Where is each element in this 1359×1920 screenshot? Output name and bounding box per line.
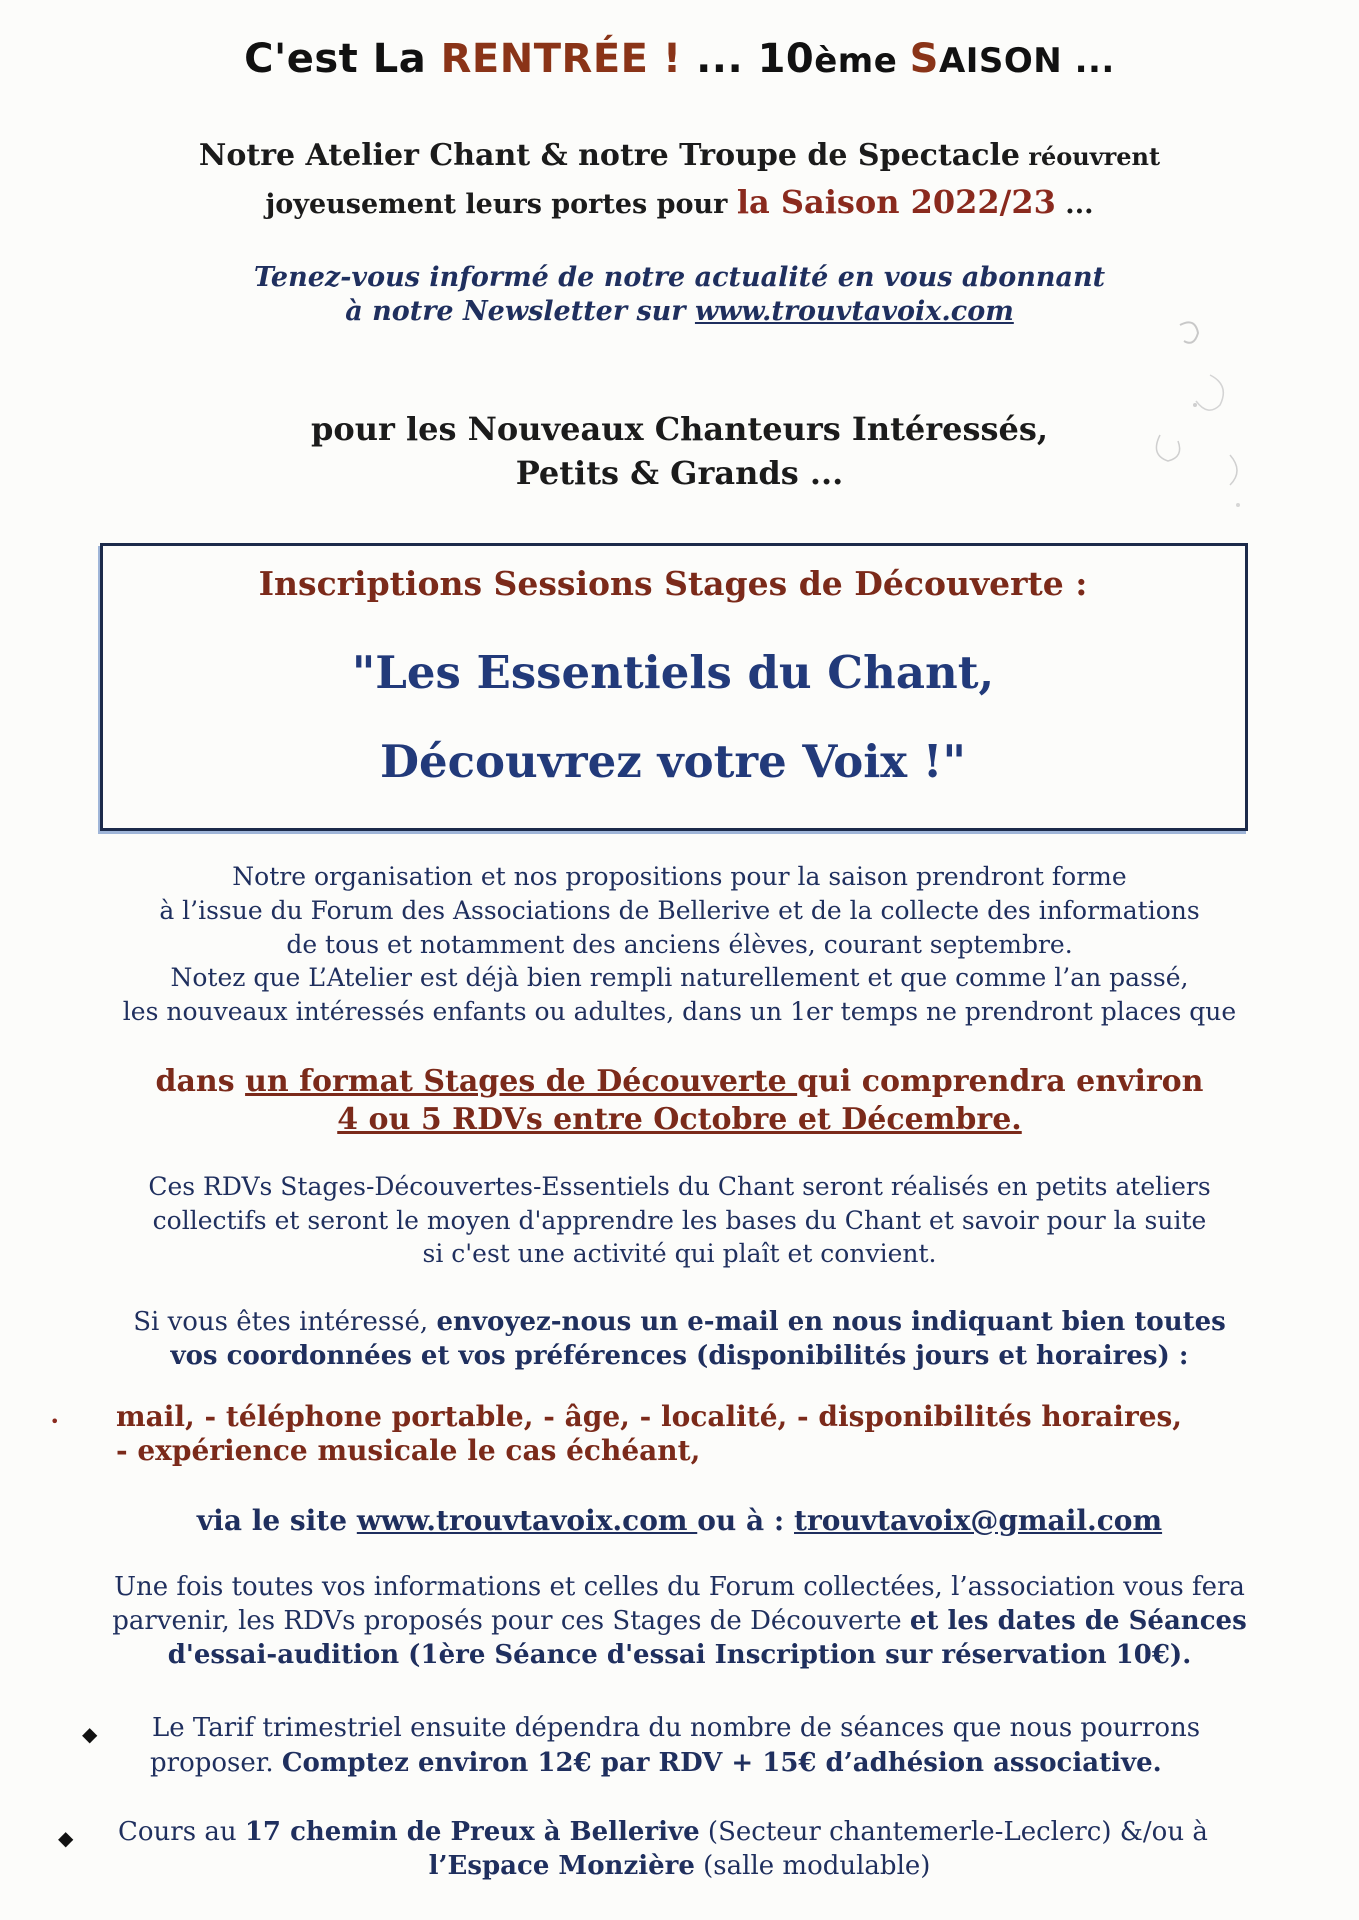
newcomers-line-1: pour les Nouveaux Chanteurs Intéressés,: [311, 410, 1048, 448]
une-fois-plain: parvenir, les RDVs proposés pour ces Stages de Découverte: [112, 1606, 910, 1636]
newcomers-line-2: Petits & Grands ...: [515, 454, 844, 492]
format-prefix: dans: [155, 1064, 246, 1099]
ces-rdvs-line: Ces RDVs Stages-Découvertes-Essentiels du Chant seront réalisés en petits ateliers: [148, 1172, 1211, 1201]
diamond-bullet-icon: ◆: [82, 1722, 98, 1746]
inscriptions-heading: Inscriptions Sessions Stages de Découverte :: [258, 564, 1088, 603]
title-saison-initial: S: [909, 36, 939, 82]
organisation-line: à l’issue du Forum des Associations de Bellerive et de la collecte des informations: [159, 896, 1200, 925]
title-dots: ... 10: [681, 36, 815, 82]
intro-line-1-small: réouvrent: [1019, 142, 1161, 171]
title-eme: ème: [814, 41, 910, 81]
location-venue-note: (salle modulable): [694, 1851, 931, 1881]
ces-rdvs-line: collectifs et seront le moyen d'apprendre les bases du Chant et savoir pour la suite: [152, 1206, 1207, 1235]
title-part1: C'est La: [244, 36, 441, 82]
location-address: 17 chemin de Preux à Bellerive: [244, 1817, 700, 1847]
interested-plain: Si vous êtes intéressé,: [133, 1307, 437, 1337]
une-fois-line-2: [0, 1606, 1359, 1636]
title-saison-rest: AISON ...: [938, 41, 1115, 81]
format-dates: 4 ou 5 RDVs entre Octobre et Décembre.: [337, 1102, 1022, 1137]
location-prefix: Cours au: [118, 1817, 245, 1847]
tarif-price: Comptez environ 12€ par RDV + 15€ d’adhésion associative.: [281, 1748, 1162, 1778]
format-underlined: un format Stages de Découverte: [245, 1064, 798, 1099]
contact-line: [0, 1504, 1359, 1537]
intro-line-2-main: joyeusement leurs portes pour: [265, 189, 737, 220]
contact-prefix: via le site: [196, 1504, 357, 1537]
info-list-line-2: - expérience musicale le cas échéant,: [116, 1434, 701, 1467]
intro-line-1: [0, 138, 1359, 173]
essentiels-quote-line-1: "Les Essentiels du Chant,: [351, 646, 995, 699]
email-link[interactable]: trouvtavoix@gmail.com: [794, 1504, 1163, 1537]
interested-line-1: [0, 1307, 1359, 1337]
ces-rdvs-line: si c'est une activité qui plaît et convient.: [422, 1239, 937, 1268]
page-title: [0, 36, 1359, 82]
bullet-icon: •: [50, 1412, 60, 1431]
une-fois-line-1: Une fois toutes vos informations et celles du Forum collectées, l’association vous fera: [114, 1572, 1245, 1602]
organisation-line: les nouveaux intéressés enfants ou adultes, dans un 1er temps ne prendront places que: [122, 997, 1237, 1026]
intro-line-1-main: Notre Atelier Chant & notre Troupe de Spectacle: [198, 138, 1020, 173]
info-list-line-1: mail, - téléphone portable, - âge, - localité, - disponibilités horaires,: [116, 1400, 1183, 1433]
tarif-line-2: [150, 1748, 1162, 1778]
website-link[interactable]: www.trouvtavoix.com: [356, 1504, 698, 1537]
location-sector: (Secteur chantemerle-Leclerc) &/ou à: [699, 1817, 1208, 1847]
une-fois-line-3: d'essai-audition (1ère Séance d'essai Inscription sur réservation 10€).: [167, 1640, 1192, 1670]
location-line-1: [118, 1817, 1208, 1847]
contact-middle: ou à :: [697, 1504, 795, 1537]
intro-line-2: [0, 183, 1359, 221]
interested-line-2: vos coordonnées et vos préférences (disponibilités jours et horaires) :: [170, 1341, 1189, 1371]
newsletter-prefix: à notre Newsletter sur: [345, 296, 695, 327]
newsletter-url-link[interactable]: www.trouvtavoix.com: [694, 296, 1014, 327]
tarif-plain: proposer.: [150, 1748, 282, 1778]
tarif-line-1: Le Tarif trimestriel ensuite dépendra du nombre de séances que nous pourrons: [152, 1713, 1201, 1743]
essentiels-quote-line-2: Découvrez votre Voix !": [379, 735, 967, 788]
format-suffix: qui comprendra environ: [797, 1064, 1204, 1099]
intro-line-2-end: ...: [1055, 189, 1094, 220]
location-line-2: [0, 1851, 1359, 1881]
organisation-line: de tous et notamment des anciens élèves, courant septembre.: [286, 930, 1073, 959]
newsletter-line-1: Tenez-vous informé de notre actualité en vous abonnant: [253, 262, 1106, 293]
diamond-bullet-icon: ◆: [58, 1826, 74, 1850]
organisation-line: Notez que L’Atelier est déjà bien rempli naturellement et que comme l’an passé,: [170, 963, 1189, 992]
une-fois-bold: et les dates de Séances: [909, 1606, 1247, 1636]
organisation-line: Notre organisation et nos propositions pour la saison prendront forme: [232, 862, 1127, 891]
season-label: la Saison 2022/23: [736, 183, 1056, 221]
interested-bold: envoyez-nous un e-mail en nous indiquant bien toutes: [436, 1307, 1226, 1337]
location-venue: l’Espace Monzière: [428, 1851, 695, 1881]
format-line-1: [0, 1064, 1359, 1099]
format-line-2: [0, 1102, 1359, 1137]
title-rentree: RENTRÉE !: [440, 36, 682, 82]
